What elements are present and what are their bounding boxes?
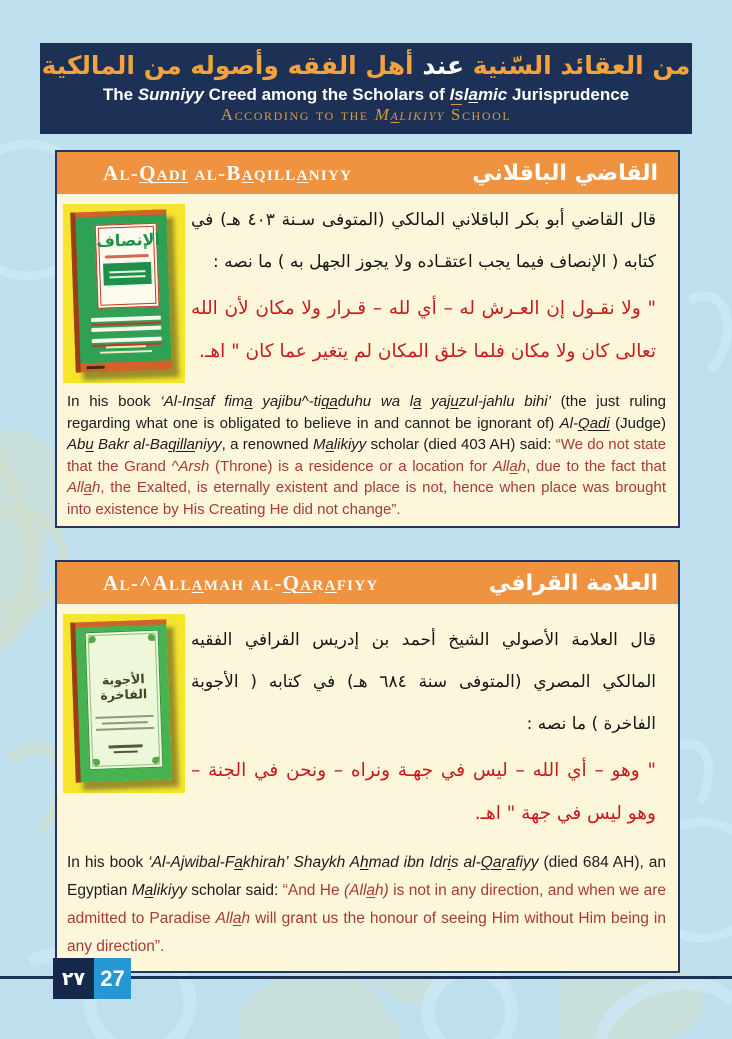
book-cover-front — [70, 209, 172, 372]
book-cover-front — [70, 619, 172, 782]
book-title-panel — [95, 223, 160, 309]
section-title-english: Al-Qadi al-Baqillaniyy — [103, 160, 353, 185]
section-title-english: Al-^Allamah al-Qarafiyy — [103, 570, 379, 595]
school-line: According to the Malikiyy $\overline{S}chool$ — [220, 105, 512, 124]
arabic-quote-red: " وهو – أي الله – ليس في جهـة ونراه – ونحن في الجنة – وهو ليس في جهة " اهـ. — [191, 760, 656, 824]
page-number-arabic: ٢٧ — [53, 958, 94, 999]
book-footer-text-lines — [80, 341, 171, 357]
section-body — [57, 604, 678, 835]
book-author-box — [102, 261, 153, 287]
book-title: الإنصاف — [95, 229, 161, 251]
section-panel-qarafiyy — [55, 560, 680, 973]
book-title: الأجوبة الفاخرة — [100, 671, 148, 703]
section-title-arabic: القاضي الباقلاني — [472, 160, 658, 186]
section-body — [57, 194, 678, 383]
book-title-panel — [85, 630, 164, 770]
book-photo-frame — [63, 204, 185, 383]
corner-ornament — [93, 759, 100, 766]
section-header-bar — [57, 152, 678, 194]
arabic-quote-red: " ولا نقـول إن العـرش له – أي لله – قـرار ولا مكان لأن الله تعالى كان ولا مكان فلما خلق المكان لم يتغير عما كان " اهـ. — [191, 298, 656, 362]
main-header — [40, 43, 692, 134]
arabic-intro-text: قال القاضي أبو بكر الباقلاني المالكي (المتوفى سـنة ٤٠٣ هـ) في كتابه ( الإنصاف فيما يجب اعتقـاده ولا يجوز الجهل به ) ما نصه : — [191, 210, 656, 272]
corner-ornament — [148, 634, 155, 641]
page-number-badge — [53, 958, 131, 999]
book-page-edge — [75, 619, 166, 627]
arabic-intro-text: قال العلامة الأصولي الشيخ أحمد بن إدريس القرافي الفقيه المالكي المصري (المتوفى سنة ٦٨٤ هـ) في كتابه ( الأجوبة الفاخرة ) ما نصه : — [191, 630, 656, 734]
corner-ornament — [152, 757, 159, 764]
book-decorative-line — [105, 254, 149, 259]
main-title-arabic: من العقائد السّنية عند أهل الفقه وأصوله من المالكية — [41, 51, 691, 80]
main-subtitle-english: The Sunniyy Creed among the Scholars of Islamic Jurisprudence — [102, 85, 630, 104]
book-cover-al-insaf — [70, 209, 172, 372]
book-publisher-mark — [89, 741, 161, 758]
book-bottom-strip — [81, 360, 172, 372]
corner-ornament — [89, 636, 96, 643]
arabic-text-column — [185, 607, 668, 835]
english-paragraph: In his book ‘Al-Ajwibal-Fakhirah’ Shaykh Ahmad ibn Idris al-Qarafiyy (died 684 AH), an Egyptian Malikiyy scholar said: “And He (Allah) is not in any direction, and when we are admitted to Paradise Allah will grant us the honour of seeing Him without Him being in any direction”. — [67, 854, 667, 955]
section-header-bar — [57, 562, 678, 604]
book-page-edge — [75, 209, 166, 217]
arabic-text-column — [185, 197, 668, 383]
book-photo-frame — [63, 614, 185, 793]
page-number-english: 27 — [94, 958, 131, 999]
book-text-lines — [96, 715, 154, 731]
section-panel-baqillaniyy — [55, 150, 680, 528]
section-title-arabic: العلامة القرافي — [488, 570, 658, 596]
book-cover-al-ajwibah — [70, 619, 172, 782]
english-paragraph: In his book ‘Al-Insaf fima yajibu^-tiqaduhu wa la yajuzul-jahlu bihi’ (the just ruling regarding what one is obligated to believe in and cannot be ignorant of) Al-Qadi (Judge) Abu Bakr al-Baqillaniyy, a renowned Malikiyy scholar (died 403 AH) said: “We do not state that the Grand ^Arsh (Throne) is a residence or a location for Allah, due to the fact that Allah, the Exalted, is eternally existent and place is not, hence when place was brought into existence by His Creating He did not change”. — [67, 393, 666, 518]
